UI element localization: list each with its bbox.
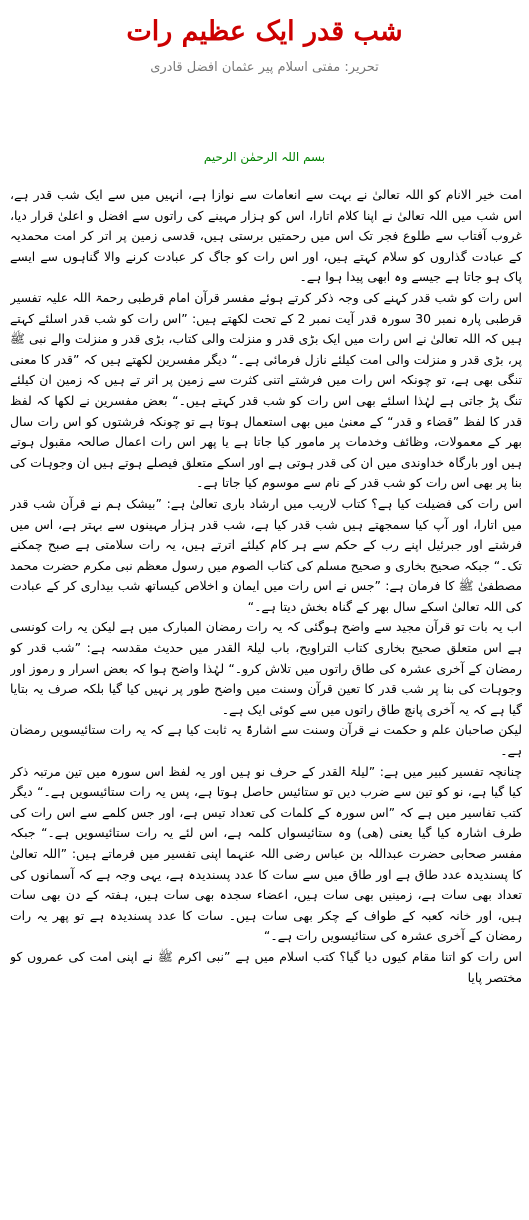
author-byline: تحریر: مفتی اسلام پیر عثمان افضل قادری [150, 60, 379, 75]
paragraph-name-reason: اس رات کو شب قدر کہنے کی وجہ ذکر کرتے ہوئے مفسر قرآن امام قرطبی رحمۃ اللہ علیہ تفسیر قرطبی پارہ نمبر 30 سورہ قدر آیت نمبر 2 کے تحت لکھتے ہیں: ”اس رات کو شب قدر اسلئے کہتے ہیں کہ اللہ تعالیٰ نے اس رات میں ایک بڑی قدر و منزلت والی کتاب، بڑی قدر و منزلت والے نبی ﷺ پر، بڑی قدر و منزلت والی امت کیلئے نازل فرمائی ہے۔“ دیگر مفسرین لکھتے ہیں کہ ”قدر کا معنی تنگی بھی ہے، تو چونکہ اس رات میں فرشتے اتنی کثرت سے زمین پر اتر تے ہیں کہ زمین ان کیلئے تنگ پڑ جاتی ہے لہٰذا اسلئے بھی اس رات کو شب قدر کہتے ہیں۔“ بعض مفسرین نے لکھا کہ لفظ قدر کا لفظ ”قضاء و قدر“ کے معنیٰ میں بھی استعمال ہوتا ہے تو چونکہ فرشتوں کو اس رات سال بھر کے معمولات، وظائف وخدمات پر مامور کیا جاتا ہے یا پھر اس رات اعمال صالحہ مقبول ہوتے ہیں اور بارگاہ خداوندی میں ان کی قدر ہوتی ہے اور اسکے متعلق فیصلے ہوتے ہیں ان وجوہات کی بنا پر بھی اس رات کو شب قدر کے نام سے موسوم کیا جاتا ہے۔ [10, 289, 522, 491]
bismillah-heading: بسم اللہ الرحمٰن الرحیم [203, 150, 326, 164]
paragraph-tafsir: چنانچہ تفسیر کبیر میں ہے: ”لیلۃ القدر کے حرف نو ہیں اور یہ لفظ اس سورہ میں تین مرتبہ ذکر کیا گیا ہے، نو کو تین سے ضرب دیں تو ستائیس حاصل ہوتا ہے، پس یہ رات ستائیسویں ہے۔“ دیگر کتب تفاسیر میں ہے کہ ”اس سورہ کے کلمات کی تعداد تیس ہے، اور جس کلمے سے اس رات کی طرف اشارہ کیا گیا یعنی (ھی) وہ ستائیسواں کلمہ ہے، اس لئے یہ رات ستائیسویں ہے۔“ جبکہ مفسر صحابی حضرت عبداللہ بن عباس رضی اللہ عنہما اپنی تفسیر میں فرماتے ہیں: ”اللہ تعالیٰ کا پسندیدہ عدد طاق ہے اور طاق میں سے سات کا عدد پسندیدہ ہے، یہی وجہ ہے کہ آسمانوں کی تعداد بھی سات ہے، زمینیں بھی سات ہیں، اعضاء سجدہ بھی سات ہیں، ہفتہ کے دن بھی سات ہیں، اور خانہ کعبہ کے طواف کے چکر بھی سات ہیں۔ سات کا عدد پسندیدہ ہے تو پھر یہ رات رمضان کے آخری عشرہ کی ستائیسویں رات ہے۔“ [10, 763, 522, 944]
paragraph-which-night: اب یہ بات تو قرآن مجید سے واضح ہوگئی کہ یہ رات رمضان المبارک میں ہے لیکن یہ رات کونسی ہے اس متعلق صحیح بخاری کتاب التراویح، باب لیلۃ القدر میں حدیث مقدسہ ہے: ”شب قدر کو رمضان کے آخری عشرہ کی طاق راتوں میں تلاش کرو۔“ لہٰذا واضح ہوا کہ بعض اسرار و رموز اور وجوہات کی بنا پر شب قدر کا تعین قرآن وسنت میں واضح طور پر نہیں کیا گیا بلکہ صرف یہ بتایا گیا ہے کہ یہ آخری پانچ طاق راتوں میں سے کوئی ایک ہے۔ [10, 619, 522, 717]
paragraph-closing: اس رات کو اتنا مقام کیوں دیا گیا؟ کتب اسلام میں ہے ”نبی اکرم ﷺ نے اپنی امت کی عمروں کو مختصر پایا [10, 948, 522, 985]
page-title: شب قدر ایک عظیم رات [126, 16, 403, 47]
paragraph-virtue: اس رات کی فضیلت کیا ہے؟ کتاب لاریب میں ارشاد باری تعالیٰ ہے: ”بیشک ہم نے قرآن شب قدر میں اتارا، اور آپ کیا سمجھتے ہیں شب قدر کیا ہے، شب قدر ہزار مہینوں سے بہتر ہے، اس میں فرشتے اور جبرئیل اپنے رب کے حکم سے ہر کام کیلئے اترتے ہیں، یہ رات سلامتی ہے صبح چمکنے تک۔“ جبکہ صحیح بخاری و صحیح مسلم کی کتاب الصوم میں رسول معظم نبی مکرم حضرت محمد مصطفیٰ ﷺ کا فرمان ہے: ”جس نے اس رات میں ایمان و اخلاص کیساتھ شب بیداری کر کے عبادت کی اللہ تعالیٰ اسکے سال بھر کے گناہ بخش دیتا ہے۔“ [10, 495, 522, 614]
paragraph-scholars: لیکن صاحبان علم و حکمت نے قرآن وسنت سے اشارۃً یہ ثابت کیا ہے کہ یہ رات ستائیسویں رمضان ہے۔ [10, 722, 522, 759]
article-body [10, 185, 522, 1217]
paragraph-intro: امت خیر الانام کو اللہ تعالیٰ نے بہت سے انعامات سے نوازا ہے، انہیں میں سے ایک شب قدر ہے، اس شب میں اللہ تعالیٰ نے اپنا کلام اتارا، اس کو ہزار مہینے کی راتوں سے افضل و اعلیٰ قرار دیا، غروب آفتاب سے طلوع فجر تک اس میں رحمتیں برستی ہیں، قدسی زمین پر اتر کر امت محمدیہ کے عبادت گذاروں کو سلام کہتے ہیں، اور اس رات کو جاگ کر عبادت کرنے والا گناہوں سے ایسے پاک ہو جاتا ہے جیسے وہ ابھی پیدا ہوا ہے۔ [10, 187, 522, 285]
